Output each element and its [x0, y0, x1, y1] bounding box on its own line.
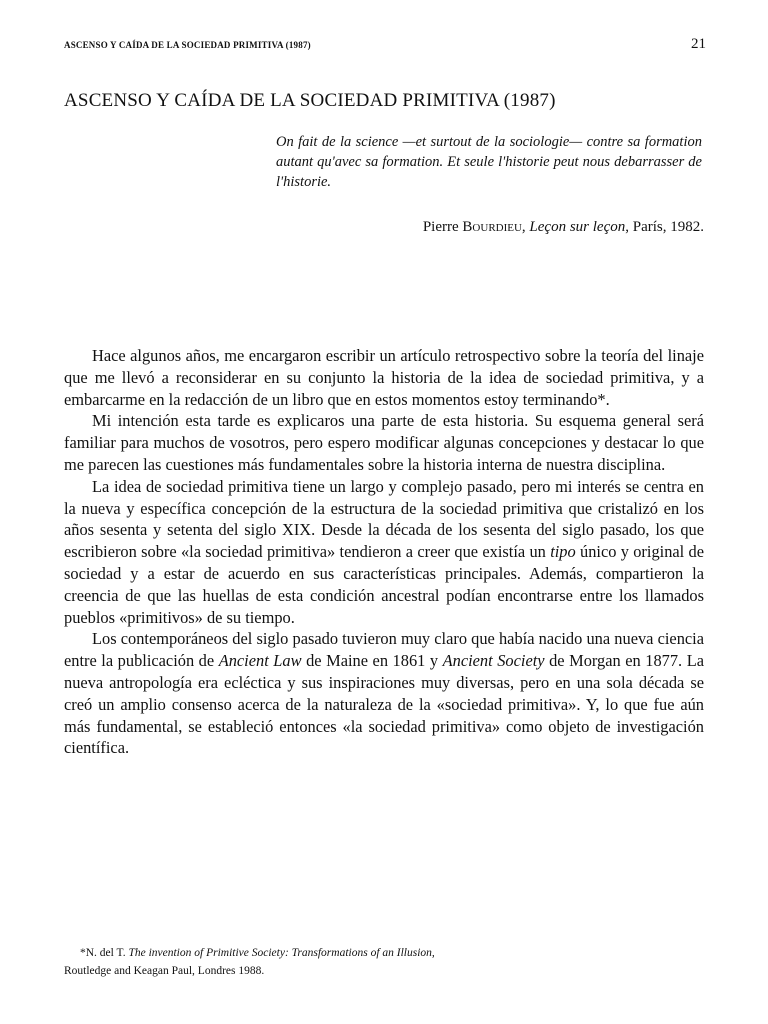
epigraph-source — [423, 219, 704, 236]
footnote-marker: *N. del T. — [80, 947, 129, 959]
footnote — [64, 944, 704, 980]
running-head: ASCENSO Y CAÍDA DE LA SOCIEDAD PRIMITIVA (1987) — [64, 40, 311, 50]
epigraph-author-first: Pierre — [422, 219, 463, 235]
paragraph-2: Mi intención esta tarde es explicaros una parte de esta historia. Su esquema general será familiar para muchos de vosotros, pero espero modificar algunas concepciones y destacar lo que me parecen las cuestiones más fundamentales sobre la historia interna de nuestra disciplina. — [64, 411, 704, 474]
paragraph-4-part-c: de Morgan en 1877. La nueva antropología era ecléctica y sus inspiraciones muy diversas, pero en una sola década se creó un amplio consenso acerca de la naturaleza de la «sociedad primitiva». Y, lo que fue aún más fundamental, se estableció entonces «la sociedad primitiva» como objeto de investigación científica. — [64, 651, 704, 758]
paragraph-1: Hace algunos años, me encargaron escribir un artículo retrospectivo sobre la teoría del linaje que me llevó a reconsiderar en su conjunto la historia de la idea de sociedad primitiva, y a embarcarme en la redacción de un libro que en estos momentos estoy terminando*. — [64, 346, 704, 409]
body-text — [64, 345, 704, 759]
chapter-title: ASCENSO Y CAÍDA DE LA SOCIEDAD PRIMITIVA (1987) — [64, 90, 556, 111]
footnote-title: The invention of Primitive Society: Transformations of an Illusion, — [128, 947, 435, 959]
paragraph-4-part-a: Los contemporáneos del siglo pasado tuvieron muy claro que había nacido una nueva ciencia entre la publicación de — [64, 629, 704, 671]
paragraph-3 — [64, 476, 704, 629]
paragraph-4-part-b: de Maine en 1861 y — [301, 651, 443, 671]
paragraph-4-ancient-society: Ancient Society — [442, 651, 545, 671]
paragraph-4 — [64, 628, 704, 759]
epigraph-separator: , — [521, 219, 530, 235]
epigraph-place-year: , París, 1982. — [625, 219, 704, 235]
epigraph-work-title: Leçon sur leçon — [529, 219, 626, 235]
epigraph-author-last: Bourdieu — [462, 219, 522, 235]
paragraph-4-ancient-law: Ancient Law — [218, 651, 302, 671]
footnote-publisher: Routledge and Keagan Paul, Londres 1988. — [64, 965, 265, 977]
paragraph-3-part-a: La idea de sociedad primitiva tiene un largo y complejo pasado, pero mi interés se centra en la nueva y específica concepción de la estructura de la sociedad primitiva que cristalizó en los años sesenta y setenta del siglo XIX. Desde la década de los sesenta del siglo pasado, los que escribieron sobre «la sociedad primitiva» tendieron a creer que existía un — [64, 476, 704, 562]
footnote-line-1 — [64, 944, 704, 962]
page-number: 21 — [691, 36, 706, 52]
paragraph-3-part-b: único y original de sociedad y a estar de acuerdo en sus características principales. Además, compartieron la creencia de que las huellas de esta condición ancestral podían encontrarse entre los llamados pueblos «primitivos» de su tiempo. — [64, 542, 705, 627]
epigraph-quote: On fait de la science —et surtout de la sociologie— contre sa formation autant qu'avec sa formation. Et seule l'historie peut nous debarrasser de l'historie. — [276, 134, 702, 190]
paragraph-3-tipo: tipo — [550, 542, 576, 562]
